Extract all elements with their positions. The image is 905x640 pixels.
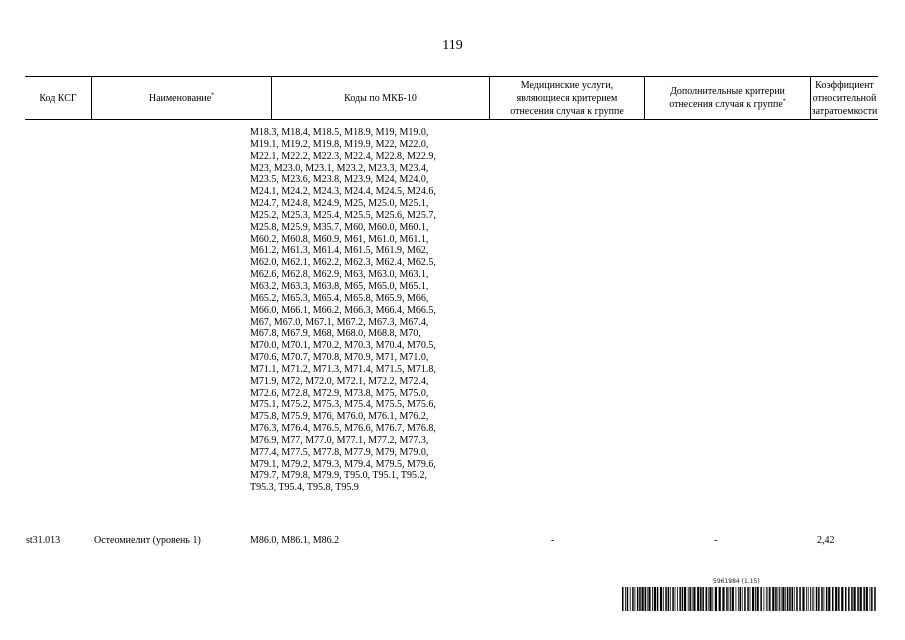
header-services	[489, 77, 644, 119]
icd-code-line: M70.6, M70.7, M70.8, M70.9, M71, M71.0,	[250, 352, 429, 364]
icd-code-line: M75.1, M75.2, M75.3, M75.4, M75.5, M75.6,	[250, 399, 436, 411]
row-extra: -	[714, 535, 718, 546]
icd-code-line: M72.6, M72.8, M72.9, M73.8, M75, M75.0,	[250, 387, 429, 399]
header-coef-label: Коэффициент относительной затратоемкости	[811, 79, 878, 117]
icd-code-line: M79.1, M79.2, M79.3, M79.4, M79.5, M79.6,	[250, 458, 436, 470]
icd-code-line: M24.1, M24.2, M24.3, M24.4, M24.5, M24.6,	[250, 186, 436, 198]
icd-code-line: M19.1, M19.2, M19.8, M19.9, M22, M22.0,	[250, 138, 429, 150]
header-name	[91, 77, 271, 119]
row-code: st31.013	[26, 535, 61, 546]
barcode	[622, 587, 878, 611]
page-number: 119	[442, 38, 463, 53]
icd-code-line: M62.6, M62.8, M62.9, M63, M63.0, M63.1,	[250, 269, 429, 281]
icd-code-line: M70.0, M70.1, M70.2, M70.3, M70.4, M70.5,	[250, 340, 436, 352]
table-header	[25, 76, 878, 120]
icd-code-line: M67, M67.0, M67.1, M67.2, M67.3, M67.4,	[250, 316, 429, 328]
icd-code-line: M77.4, M77.5, M77.8, M77.9, M79, M79.0,	[250, 446, 429, 458]
header-icd	[271, 77, 489, 119]
icd-code-line: M24.7, M24.8, M24.9, M25, M25.0, M25.1,	[250, 198, 429, 210]
header-coef	[810, 77, 878, 119]
icd-code-line: M76.9, M77, M77.0, M77.1, M77.2, M77.3,	[250, 434, 429, 446]
icd-code-line: M66.0, M66.1, M66.2, M66.3, M66.4, M66.5,	[250, 304, 436, 316]
row-icd: M86.0, M86.1, M86.2	[250, 535, 340, 546]
row-services: -	[551, 535, 555, 546]
continued-icd-codes	[250, 127, 485, 494]
header-services-label: Медицинские услуги, являющиеся критерием отнесения случая к группе	[510, 79, 624, 117]
footnote-mark: *	[782, 98, 786, 105]
header-code-label: Код КСГ	[39, 92, 77, 104]
row-name: Остеомиелит (уровень 1)	[94, 535, 201, 546]
header-extra	[644, 77, 810, 119]
icd-code-line: M75.8, M75.9, M76, M76.0, M76.1, M76.2,	[250, 411, 429, 423]
header-extra-label: Дополнительные критерии отнесения случая к группе*	[669, 86, 786, 110]
header-icd-label: Коды по МКБ-10	[344, 92, 417, 104]
header-name-label: Наименование*	[148, 92, 215, 104]
icd-code-line: M61.2, M61.3, M61.4, M61.5, M61.9, M62,	[250, 245, 429, 257]
icd-code-line: T95.3, T95.4, T95.8, T95.9	[250, 482, 359, 494]
icd-code-line: M60.2, M60.8, M60.9, M61, M61.0, M61.1,	[250, 233, 429, 245]
icd-code-line: M71.9, M72, M72.0, M72.1, M72.2, M72.4,	[250, 375, 429, 387]
icd-code-line: M62.0, M62.1, M62.2, M62.3, M62.4, M62.5,	[250, 257, 436, 269]
icd-code-line: M25.2, M25.3, M25.4, M25.5, M25.6, M25.7,	[250, 209, 436, 221]
barcode-label: 5961984 (1.15)	[713, 578, 760, 585]
icd-code-line: M18.3, M18.4, M18.5, M18.9, M19, M19.0,	[250, 127, 429, 138]
footnote-mark: *	[211, 92, 215, 99]
icd-code-line: M79.7, M79.8, M79.9, T95.0, T95.1, T95.2,	[250, 470, 427, 482]
icd-code-line: M67.8, M67.9, M68, M68.0, M68.8, M70,	[250, 328, 421, 340]
row-coef: 2,42	[817, 535, 835, 546]
icd-code-line: M71.1, M71.2, M71.3, M71.4, M71.5, M71.8,	[250, 363, 436, 375]
icd-code-line: M76.3, M76.4, M76.5, M76.6, M76.7, M76.8,	[250, 423, 436, 435]
icd-code-line: M23, M23.0, M23.1, M23.2, M23.3, M23.4,	[250, 162, 429, 174]
header-code	[25, 77, 91, 119]
icd-code-line: M63.2, M63.3, M63.8, M65, M65.0, M65.1,	[250, 280, 429, 292]
icd-code-line: M25.8, M25.9, M35.7, M60, M60.0, M60.1,	[250, 221, 429, 233]
icd-code-line: M65.2, M65.3, M65.4, M65.8, M65.9, M66,	[250, 292, 429, 304]
icd-code-line: M22.1, M22.2, M22.3, M22.4, M22.8, M22.9,	[250, 150, 436, 162]
icd-code-line: M23.5, M23.6, M23.8, M23.9, M24, M24.0,	[250, 174, 429, 186]
